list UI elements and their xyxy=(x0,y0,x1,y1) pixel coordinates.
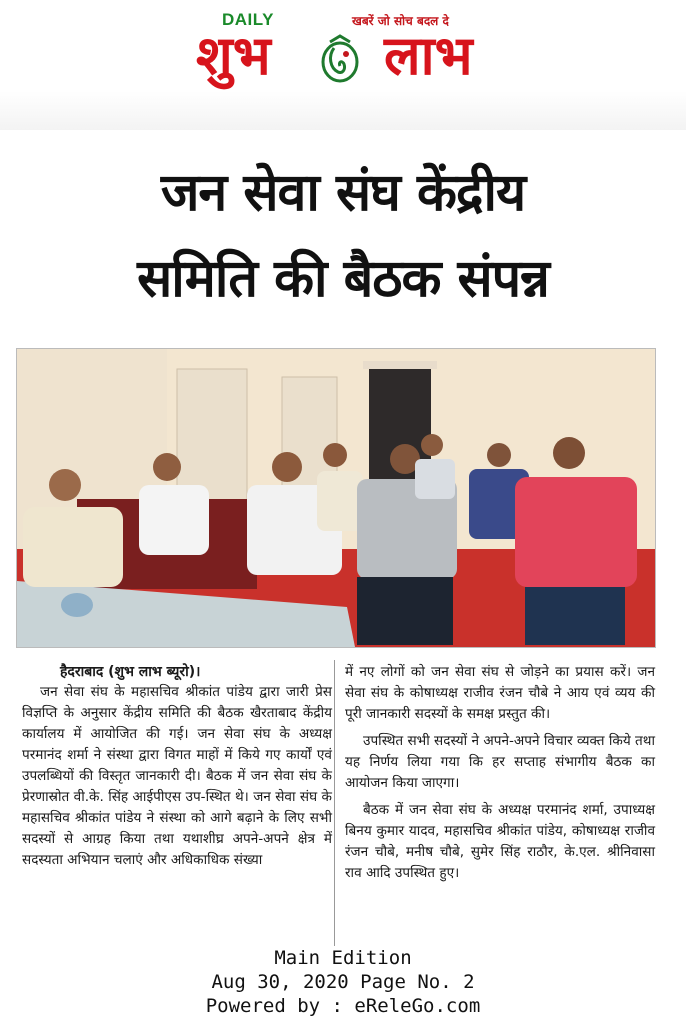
right-paragraph-2: उपस्थित सभी सदस्यों ने अपने-अपने विचार व्यक्त किये तथा यह निर्णय लिया गया कि हर सप्ताह संभागीय बैठक का आयोजन किया जाएगा। xyxy=(345,733,655,791)
article-column-left xyxy=(22,682,332,877)
meeting-photo-illustration xyxy=(17,349,655,647)
masthead xyxy=(0,0,686,130)
footer-edition: Main Edition xyxy=(274,947,412,969)
article-headline xyxy=(20,150,666,322)
left-paragraph-1: जन सेवा संघ के महासचिव श्रीकांत पांडेय द्वारा जारी प्रेस विज्ञप्ति के अनुसार केंद्रीय समिति की बैठक खैरताबाद केंद्रीय कार्यालय में आयोजित की गई। जन सेवा संघ के अध्यक्ष परमानंद शर्मा ने संस्था द्वारा विगत माहों में किये गए कार्यों एवं उपलब्धियों की विस्तृत जानकारी दी। बैठक में जन सेवा संघ के प्रेरणास्रोत वी.के. सिंह आईपीएस उप-स्थित थे। जन सेवा संघ के महासचिव श्रीकांत पांडेय ने संस्था को आगे बढ़ाने के लिए सभी सदस्यों से आग्रह किया तथा यथाशीघ्र अपने-अपने क्षेत्र में सदस्यता अभियान चलाएं और अधिकाधिक संख्या xyxy=(22,684,332,868)
ganesh-logo-icon xyxy=(316,34,364,86)
masthead-daily: DAILY xyxy=(222,10,274,29)
right-paragraph-3: बैठक में जन सेवा संघ के अध्यक्ष परमानंद शर्मा, उपाध्यक्ष बिनय कुमार यादव, महासचिव श्रीकांत पांडेय, कोषाध्यक्ष राजीव रंजन चौबे, मनीष चौबे, सुमेर सिंह राठौर, के.एल. श्रीनिवासा राव आदि उपस्थित हुए। xyxy=(345,802,655,881)
footer-date-page: Aug 30, 2020 Page No. 2 xyxy=(211,971,475,993)
brand-name-right: लाभ xyxy=(384,24,473,87)
column-divider xyxy=(334,660,335,946)
headline-line-1: जन सेवा संघ केंद्रीय xyxy=(160,163,526,223)
article-dateline: हैदराबाद (शुभ लाभ ब्यूरो)। xyxy=(60,664,201,680)
meeting-photo xyxy=(16,348,656,648)
article-column-right xyxy=(345,662,655,890)
headline-line-2: समिति की बैठक संपन्न xyxy=(137,249,549,309)
right-paragraph-1: में नए लोगों को जन सेवा संघ से जोड़ने का प्रयास करें। जन सेवा संघ के कोषाध्यक्ष राजीव रंजन चौबे ने आय एवं व्यय की पूरी जानकारी सदस्यों के समक्ष प्रस्तुत की। xyxy=(345,664,655,722)
brand-name-left: शुभ xyxy=(196,24,271,87)
masthead-tagline: खबरें जो सोच बदल दे xyxy=(352,14,449,28)
footer-powered-by: Powered by : eReleGo.com xyxy=(205,995,481,1017)
